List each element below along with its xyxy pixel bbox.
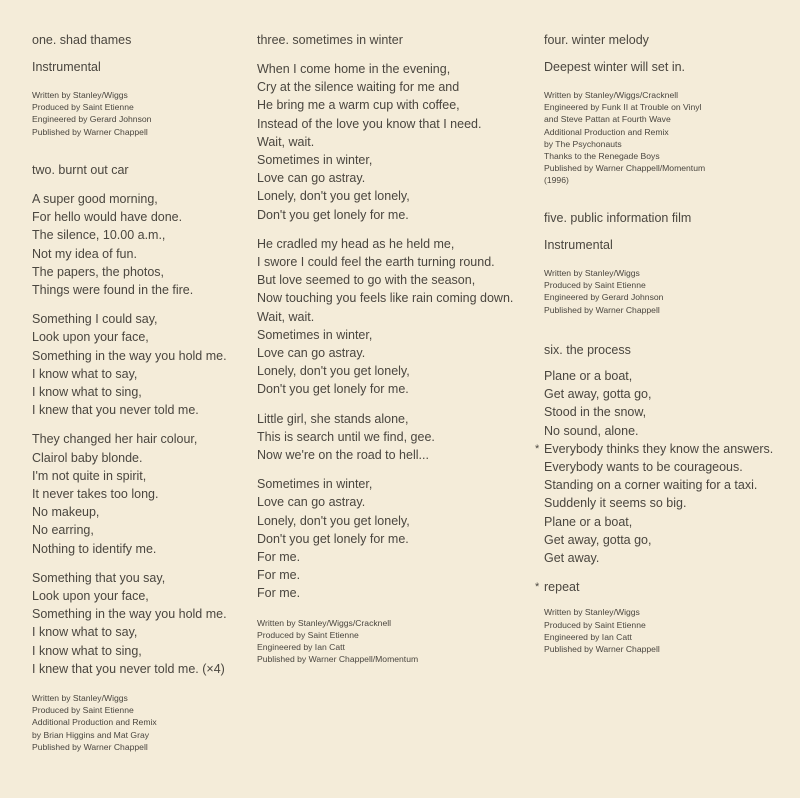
credit-line: Published by Warner Chappell bbox=[32, 741, 148, 752]
lyric-line: I know what to say, bbox=[32, 625, 138, 640]
lyric-line: Little girl, she stands alone, bbox=[257, 411, 409, 426]
track-six-credits bbox=[544, 606, 794, 655]
lyric-line: No earring, bbox=[32, 523, 94, 538]
lyric-line: Standing on a corner waiting for a taxi. bbox=[544, 478, 758, 493]
lyric-line: Everybody wants to be courageous. bbox=[544, 460, 743, 475]
credit-line: Written by Stanley/Wiggs/Cracknell bbox=[257, 617, 392, 628]
credit-line: Written by Stanley/Wiggs/Cracknell bbox=[544, 90, 679, 100]
credit-line: Produced by Saint Etienne bbox=[32, 705, 134, 716]
credit-line: Published by Warner Chappell/Momentum bbox=[544, 163, 706, 174]
lyric-line: Look upon your face, bbox=[32, 589, 149, 604]
credit-line: Produced by Saint Etienne bbox=[544, 619, 646, 630]
track-two-credits bbox=[32, 692, 252, 753]
lyric-stanza bbox=[257, 410, 529, 465]
track-four-section bbox=[544, 33, 794, 187]
lyric-line: Love can go astray. bbox=[257, 171, 366, 186]
credit-line: Engineered by Funk II at Trouble on Vinyl bbox=[544, 102, 702, 113]
lyric-line: The papers, the photos, bbox=[32, 264, 165, 279]
credit-line: Written by Stanley/Wiggs bbox=[544, 268, 640, 278]
credit-line: Engineered by Ian Catt bbox=[257, 642, 345, 653]
track-one-section bbox=[32, 33, 252, 138]
lyric-line: They changed her hair colour, bbox=[32, 432, 198, 447]
lyric-line: When I come home in the evening, bbox=[257, 62, 451, 76]
lyric-stanza bbox=[535, 367, 794, 567]
lyric-line: Clairol baby blonde. bbox=[32, 450, 143, 465]
lyric-line: Something that you say, bbox=[32, 570, 166, 585]
lyric-line: He bring me a warm cup with coffee, bbox=[257, 98, 460, 113]
track-three-title: three. sometimes in winter bbox=[257, 33, 403, 47]
track-three-section bbox=[257, 33, 529, 666]
lyric-line: I swore I could feel the earth turning round. bbox=[257, 255, 495, 270]
lyric-line: Lonely, don't you get lonely, bbox=[257, 513, 410, 528]
lyric-line: For me. bbox=[257, 568, 301, 583]
lyric-line: Now touching you feels like rain coming down. bbox=[257, 291, 514, 306]
track-six-title: six. the process bbox=[544, 343, 631, 357]
credit-line: Published by Warner Chappell/Momentum bbox=[257, 654, 419, 665]
lyric-line: Look upon your face, bbox=[32, 330, 149, 345]
lyric-line: Nothing to identify me. bbox=[32, 541, 157, 556]
lyric-line: It never takes too long. bbox=[32, 487, 159, 502]
credit-line: Additional Production and Remix bbox=[544, 126, 669, 137]
lyric-line: I knew that you never told me. (×4) bbox=[32, 661, 225, 676]
lyric-line: I'm not quite in spirit, bbox=[32, 468, 147, 483]
lyric-stanza bbox=[257, 60, 529, 224]
lyric-line: For me. bbox=[257, 586, 301, 601]
lyric-line: Don't you get lonely for me. bbox=[257, 207, 409, 222]
lyric-line: This is search until we find, gee. bbox=[257, 429, 435, 444]
lyric-line: Plane or a boat, bbox=[544, 514, 633, 529]
lyric-line: Now we're on the road to hell... bbox=[257, 448, 429, 463]
lyric-line: Get away. bbox=[544, 551, 600, 566]
credit-line: by Brian Higgins and Mat Gray bbox=[32, 729, 150, 740]
lyric-line: I know what to sing, bbox=[32, 385, 142, 400]
lyric-line: Get away, gotta go, bbox=[544, 532, 652, 547]
credit-line: Produced by Saint Etienne bbox=[544, 280, 646, 291]
lyric-line: Don't you get lonely for me. bbox=[257, 382, 409, 397]
track-one-instrumental: Instrumental bbox=[32, 60, 101, 74]
lyric-stanza bbox=[32, 190, 252, 299]
repeat-marker: * bbox=[535, 442, 540, 455]
track-two-title: two. burnt out car bbox=[32, 163, 129, 177]
lyric-line: But love seemed to go with the season, bbox=[257, 273, 476, 288]
credit-line: Published by Warner Chappell bbox=[544, 304, 660, 315]
lyric-line: Lonely, don't you get lonely, bbox=[257, 364, 410, 379]
lyric-line: Stood in the snow, bbox=[544, 405, 647, 420]
credit-line: Written by Stanley/Wiggs bbox=[32, 693, 128, 704]
lyric-line: For hello would have done. bbox=[32, 210, 183, 225]
track-four-lyric: Deepest winter will set in. bbox=[544, 60, 686, 74]
credit-line: (1996) bbox=[544, 175, 569, 186]
credit-line: Written by Stanley/Wiggs bbox=[544, 607, 640, 618]
track-five-title: five. public information film bbox=[544, 211, 692, 225]
credit-line: Published by Warner Chappell bbox=[544, 644, 660, 655]
lyric-line: Love can go astray. bbox=[257, 495, 366, 510]
lyric-line: Suddenly it seems so big. bbox=[544, 496, 687, 511]
track-six-section bbox=[535, 343, 794, 655]
lyric-stanza bbox=[32, 310, 252, 419]
lyric-line: Wait, wait. bbox=[257, 309, 315, 324]
track-five-section bbox=[544, 211, 794, 316]
lyric-line: Cry at the silence waiting for me and bbox=[257, 80, 460, 95]
lyric-line: Sometimes in winter, bbox=[257, 477, 373, 492]
track-five-credits bbox=[544, 267, 794, 316]
credit-line: Produced by Saint Etienne bbox=[257, 629, 359, 640]
credit-line: Engineered by Gerard Johnson bbox=[32, 114, 152, 125]
credit-line: Thanks to the Renegade Boys bbox=[544, 151, 660, 162]
track-four-credits bbox=[544, 89, 794, 187]
lyric-line: I know what to sing, bbox=[32, 643, 142, 658]
lyric-stanza bbox=[257, 235, 529, 399]
credit-line: Engineered by Gerard Johnson bbox=[544, 292, 664, 303]
lyric-line: Something in the way you hold me. bbox=[32, 348, 227, 363]
lyric-stanza bbox=[32, 430, 252, 557]
track-one-credits bbox=[32, 89, 252, 138]
lyric-line: Don't you get lonely for me. bbox=[257, 531, 409, 546]
lyric-line: No sound, alone. bbox=[544, 423, 639, 438]
lyric-stanza bbox=[32, 569, 252, 678]
lyric-line: I knew that you never told me. bbox=[32, 403, 199, 418]
lyric-line: Get away, gotta go, bbox=[544, 387, 652, 402]
lyric-line: Plane or a boat, bbox=[544, 369, 633, 383]
track-three-credits bbox=[257, 617, 529, 666]
lyric-line: Something I could say, bbox=[32, 312, 158, 327]
track-two-section bbox=[32, 163, 252, 753]
lyric-line: Not my idea of fun. bbox=[32, 246, 137, 261]
credit-line: Engineered by Ian Catt bbox=[544, 631, 632, 642]
credit-line: Written by Stanley/Wiggs bbox=[32, 90, 128, 100]
lyric-line: Things were found in the fire. bbox=[32, 283, 194, 298]
credit-line: Published by Warner Chappell bbox=[32, 126, 148, 137]
repeat-note-text: repeat bbox=[544, 580, 580, 595]
track-five-instrumental: Instrumental bbox=[544, 238, 613, 252]
credit-line: Additional Production and Remix bbox=[32, 717, 157, 728]
lyric-line-starred bbox=[535, 440, 794, 458]
track-one-title: one. shad thames bbox=[32, 33, 132, 47]
credit-line: Produced by Saint Etienne bbox=[32, 102, 134, 113]
lyric-line: Lonely, don't you get lonely, bbox=[257, 189, 410, 204]
lyric-line: Love can go astray. bbox=[257, 346, 366, 361]
lyric-line: Something in the way you hold me. bbox=[32, 607, 227, 622]
lyric-line: Sometimes in winter, bbox=[257, 153, 373, 168]
lyric-line: For me. bbox=[257, 550, 301, 565]
credit-line: and Steve Pattan at Fourth Wave bbox=[544, 114, 671, 125]
repeat-note bbox=[535, 578, 794, 596]
lyric-line: He cradled my head as he held me, bbox=[257, 236, 455, 251]
lyric-line: I know what to say, bbox=[32, 366, 138, 381]
repeat-note-marker: * bbox=[535, 581, 540, 594]
lyric-line: A super good morning, bbox=[32, 192, 158, 206]
lyric-stanza bbox=[257, 475, 529, 602]
lyric-line: The silence, 10.00 a.m., bbox=[32, 228, 166, 243]
lyric-line: No makeup, bbox=[32, 505, 100, 520]
track-four-title: four. winter melody bbox=[544, 33, 649, 47]
lyric-line: Wait, wait. bbox=[257, 134, 315, 149]
lyric-line: Instead of the love you know that I need. bbox=[257, 116, 482, 131]
credit-line: by The Psychonauts bbox=[544, 138, 622, 149]
lyric-line-text: Everybody thinks they know the answers. bbox=[544, 441, 774, 456]
lyric-line: Sometimes in winter, bbox=[257, 327, 373, 342]
